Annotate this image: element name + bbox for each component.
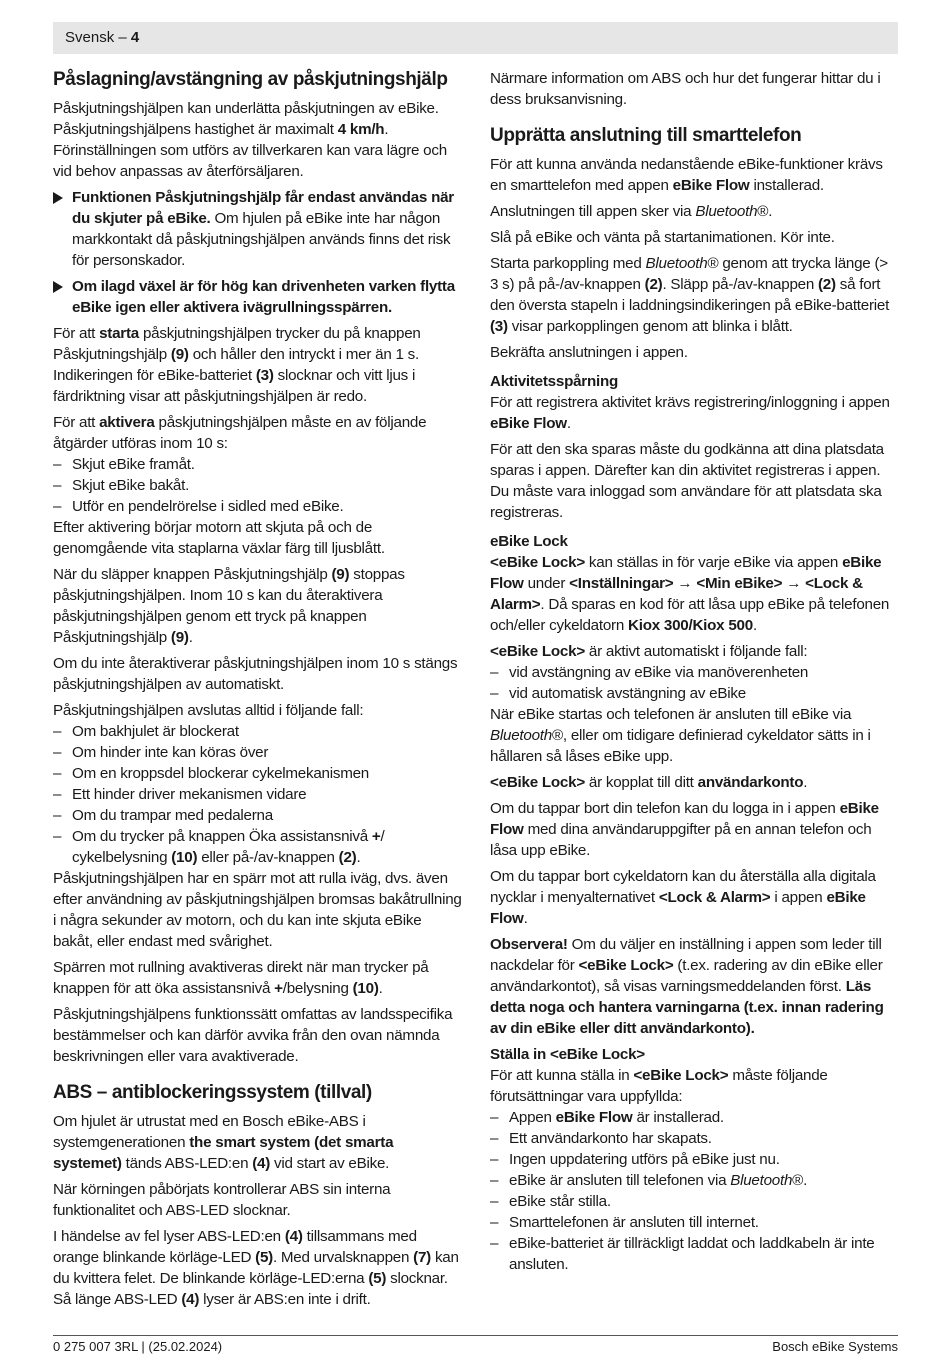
list-item: – Om bakhjulet är blockerat (53, 721, 463, 742)
paragraph: Påskjutningshjälpens funktionssätt omfattas av landsspecifika bestämmelser och kan därför avvika från den ovan nämnda beskrivningen eller vara avaktiverade. (53, 1006, 453, 1065)
paragraph: Anslutningen till appen sker via Bluetooth®. (490, 203, 773, 220)
header-text: Svensk – 4 (65, 29, 140, 46)
list-item: – vid automatisk avstängning av eBike (490, 683, 898, 704)
paragraph: När eBike startas och telefonen är ansluten till eBike via Bluetooth®, eller om tidigare definierad cykeldator sätts in i hållaren så låses eBike upp. (490, 706, 871, 765)
right-column (490, 68, 898, 1275)
paragraph: Spärren mot rullning avaktiveras direkt när man trycker på knappen för att öka assistansnivå +/belysning (10). (53, 959, 429, 997)
footer-doc-id: 0 275 007 3RL | (25.02.2024) (53, 1339, 223, 1354)
heading-abs: ABS – antiblockeringssystem (tillval) (53, 1082, 372, 1103)
paragraph: För att den ska sparas måste du godkänna att dina platsdata sparas i appen. Därefter kan din aktivitet registreras i appen. Du måste vara inloggad som användare för att platsdata ska registreras. (490, 441, 884, 521)
page-header (53, 22, 898, 54)
paragraph: <eBike Lock> är kopplat till ditt användarkonto. (490, 774, 808, 791)
paragraph: Bekräfta anslutningen i appen. (490, 344, 688, 361)
paragraph: Efter aktivering börjar motorn att skjuta på och de genomgående vita staplarna växlar färg till ljusblått. (53, 519, 385, 557)
list-item: – Ett användarkonto har skapats. (490, 1128, 898, 1149)
paragraph: För att registrera aktivitet krävs registrering/inloggning i appen eBike Flow. (490, 394, 890, 432)
paragraph: <eBike Lock> är aktivt automatiskt i följande fall: (490, 643, 808, 660)
paragraph: Om du tappar bort cykeldatorn kan du återställa alla digitala nycklar i menyalternativet <Lock & Alarm> i appen eBike Flow. (490, 868, 876, 927)
paragraph: För att kunna använda nedanstående eBike-funktioner krävs en smarttelefon med appen eBike Flow installerad. (490, 156, 883, 194)
paragraph: Om du tappar bort din telefon kan du logga in i appen eBike Flow med dina användaruppgifter på en annan telefon och låsa upp eBike. (490, 800, 879, 859)
paragraph: Slå på eBike och vänta på startanimationen. Kör inte. (490, 229, 835, 246)
list-item: – eBike är ansluten till telefonen via Bluetooth®. (490, 1170, 898, 1191)
heading-smartphone: Upprätta anslutning till smarttelefon (490, 125, 802, 146)
paragraph: Starta parkoppling med Bluetooth® genom att trycka länge (> 3 s) på på-/av-knappen (2). Släpp på-/av-knappen (2) så fort den översta stapeln i laddningsindikeringen på eBike-batteriet (3) visar parkopplingen genom att blinka i blått. (490, 255, 890, 335)
list-item: – Smarttelefonen är ansluten till internet. (490, 1212, 898, 1233)
list-item: – Om du trycker på knappen Öka assistansnivå +/ cykelbelysning (10) eller på-/av-knappen (2). (53, 826, 463, 868)
warning-1: Funktionen Påskjutningshjälp får endast användas när du skjuter på eBike. Om hjulen på eBike inte har någon markkontakt då påskjutningshjälpen används finns det risk för personskador. (53, 187, 463, 271)
warning-triangle-icon (53, 281, 63, 293)
list-item: – Utför en pendelrörelse i sidled med eBike. (53, 496, 463, 517)
paragraph: Observera! Om du väljer en inställning i appen som leder till nackdelar för <eBike Lock> (t.ex. radering av din eBike eller användarkontot), så visas varningsmeddelanden först. Läs detta noga och hantera varningarna (t.ex. innan radering av din eBike eller ditt användarkonto). (490, 936, 884, 1037)
paragraph: Påskjutningshjälpen avslutas alltid i följande fall: (53, 702, 364, 719)
list-item: – eBike står stilla. (490, 1191, 898, 1212)
list-item: – vid avstängning av eBike via manöverenheten (490, 662, 898, 683)
warning-triangle-icon (53, 192, 63, 204)
end-conditions-list (53, 721, 463, 868)
paragraph: För att starta påskjutningshjälpen trycker du på knappen Påskjutningshjälp (9) och håller den intryckt i mer än 1 s. Indikeringen för eBike-batteriet (3) slocknar och vitt ljus i färdriktning visar att påskjutningshjälpen är redo. (53, 325, 421, 405)
paragraph: För att aktivera påskjutningshjälpen måste en av följande åtgärder utföras inom 10 s: (53, 414, 427, 452)
paragraph: <eBike Lock> kan ställas in för varje eBike via appen eBike Flow under <Inställningar> → <Min eBike> → <Lock & Alarm>. Då sparas en kod för att låsa upp eBike på telefonen och/eller cykeldatorn Kiox 300/Kiox 500. (490, 554, 890, 634)
list-item: – Om hinder inte kan köras över (53, 742, 463, 763)
list-item: – Om du trampar med pedalerna (53, 805, 463, 826)
paragraph: Om du inte återaktiverar påskjutningshjälpen inom 10 s stängs påskjutningshjälpen av automatiskt. (53, 655, 458, 693)
list-item: – Skjut eBike bakåt. (53, 475, 463, 496)
list-item: – Ett hinder driver mekanismen vidare (53, 784, 463, 805)
warning-2: Om ilagd växel är för hög kan drivenheten varken flytta eBike igen eller aktivera ivägrullningsspärren. (53, 276, 463, 318)
activation-list (53, 454, 463, 517)
list-item: – Om en kroppsdel blockerar cykelmekanismen (53, 763, 463, 784)
paragraph: Om hjulet är utrustat med en Bosch eBike-ABS i systemgenerationen the smart system (det smarta systemet) tänds ABS-LED:en (4) vid start av eBike. (53, 1113, 394, 1172)
paragraph: När körningen påbörjats kontrollerar ABS sin interna funktionalitet och ABS-LED slocknar. (53, 1181, 391, 1219)
page-footer (53, 1335, 898, 1354)
paragraph: När du släpper knappen Påskjutningshjälp (9) stoppas påskjutningshjälpen. Inom 10 s kan du återaktivera påskjutningshjälpen genom ett tryck på knappen Påskjutningshjälp (9). (53, 566, 405, 646)
left-column (53, 68, 463, 1315)
paragraph: Påskjutningshjälpen har en spärr mot att rulla iväg, dvs. även efter användning av påskjutningshjälpen bromsas bakåtrullning i några sekunder av motorn, och du kan inte skjuta eBike bakåt, eller endast med svårighet. (53, 870, 462, 950)
auto-lock-list (490, 662, 898, 704)
footer-brand: Bosch eBike Systems (772, 1339, 898, 1354)
heading-activity: Aktivitetsspårning (490, 373, 618, 390)
list-item: – Ingen uppdatering utförs på eBike just nu. (490, 1149, 898, 1170)
heading-set-lock: Ställa in <eBike Lock> (490, 1046, 645, 1063)
list-item: – Appen eBike Flow är installerad. (490, 1107, 898, 1128)
list-item: – eBike-batteriet är tillräckligt laddat och laddkabeln är inte ansluten. (490, 1233, 898, 1275)
paragraph: Påskjutningshjälpen kan underlätta påskjutningen av eBike. Påskjutningshjälpens hastighet är maximalt 4 km/h. Förinställningen som utförs av tillverkaren kan vara lägre och vid behov anpassas av återförsäljaren. (53, 100, 447, 180)
heading-push-assist: Påslagning/avstängning av påskjutningshjälp (53, 69, 448, 90)
paragraph: Närmare information om ABS och hur det fungerar hittar du i dess bruksanvisning. (490, 70, 881, 108)
paragraph: För att kunna ställa in <eBike Lock> måste följande förutsättningar vara uppfyllda: (490, 1067, 828, 1105)
paragraph: I händelse av fel lyser ABS-LED:en (4) tillsammans med orange blinkande körläge-LED (5). Med urvalsknappen (7) kan du kvittera felet. De blinkande körläge-LED:erna (5) slocknar. Så länge ABS-LED (4) lyser är ABS:en inte i drift. (53, 1228, 459, 1308)
list-item: – Skjut eBike framåt. (53, 454, 463, 475)
requirements-list (490, 1107, 898, 1275)
heading-ebike-lock: eBike Lock (490, 533, 568, 550)
